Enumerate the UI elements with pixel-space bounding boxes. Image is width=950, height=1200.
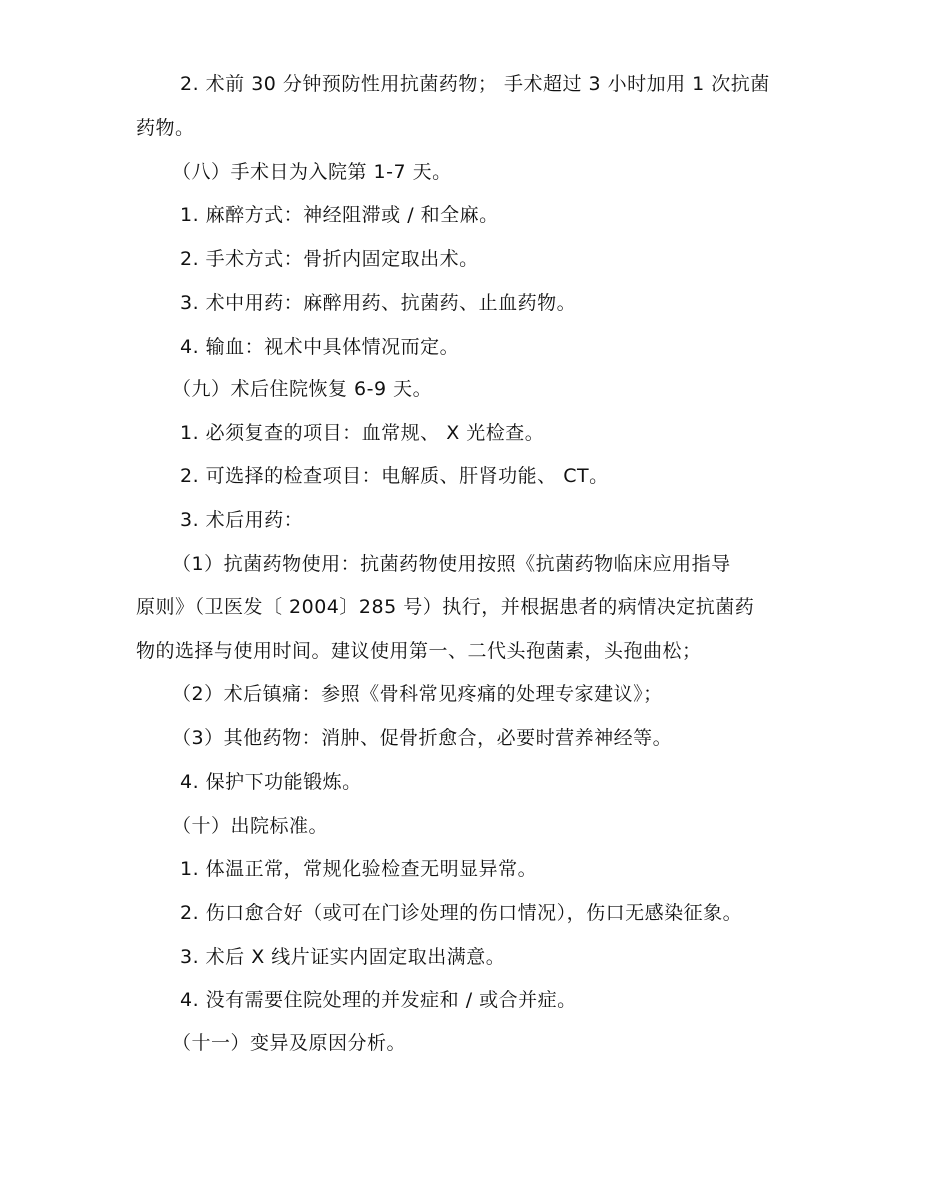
text-line: （2）术后镇痛：参照《骨科常见疼痛的处理专家建议》； <box>172 683 663 705</box>
text-line: 2. 手术方式：骨折内固定取出术。 <box>180 248 479 270</box>
text-line: 2. 可选择的检查项目：电解质、肝肾功能、 CT。 <box>180 465 609 487</box>
text-line: 3. 术后 X 线片证实内固定取出满意。 <box>180 946 506 968</box>
text-line: （3）其他药物：消肿、促骨折愈合，必要时营养神经等。 <box>172 727 673 749</box>
section-heading: （八）手术日为入院第 1-7 天。 <box>172 161 452 183</box>
text-line: 原则》（卫医发〔 2004〕285 号）执行，并根据患者的病情决定抗菌药 <box>136 596 755 618</box>
text-line: 4. 保护下功能锻炼。 <box>180 771 362 793</box>
section-heading: （九）术后住院恢复 6-9 天。 <box>172 378 433 400</box>
text-line: （1）抗菌药物使用：抗菌药物使用按照《抗菌药物临床应用指导 <box>172 553 731 575</box>
text-line: 药物。 <box>136 117 195 139</box>
text-line: 1. 必须复查的项目：血常规、 X 光检查。 <box>180 422 545 444</box>
text-line: 4. 输血：视术中具体情况而定。 <box>180 336 460 358</box>
text-line: 3. 术后用药： <box>180 509 304 531</box>
text-line: 4. 没有需要住院处理的并发症和 / 或合并症。 <box>180 989 577 1011</box>
section-heading: （十一）变异及原因分析。 <box>172 1032 407 1054</box>
text-line: 1. 体温正常，常规化验检查无明显异常。 <box>180 858 538 880</box>
text-line: 1. 麻醉方式：神经阻滞或 / 和全麻。 <box>180 204 499 226</box>
text-line: 物的选择与使用时间。建议使用第一、二代头孢菌素，头孢曲松； <box>136 640 702 662</box>
text-line: 2. 伤口愈合好（或可在门诊处理的伤口情况），伤口无感染征象。 <box>180 902 743 924</box>
text-line: 3. 术中用药：麻醉用药、抗菌药、止血药物。 <box>180 292 577 314</box>
text-line: 2. 术前 30 分钟预防性用抗菌药物； 手术超过 3 小时加用 1 次抗菌 <box>180 73 770 95</box>
section-heading: （十）出院标准。 <box>172 815 329 837</box>
